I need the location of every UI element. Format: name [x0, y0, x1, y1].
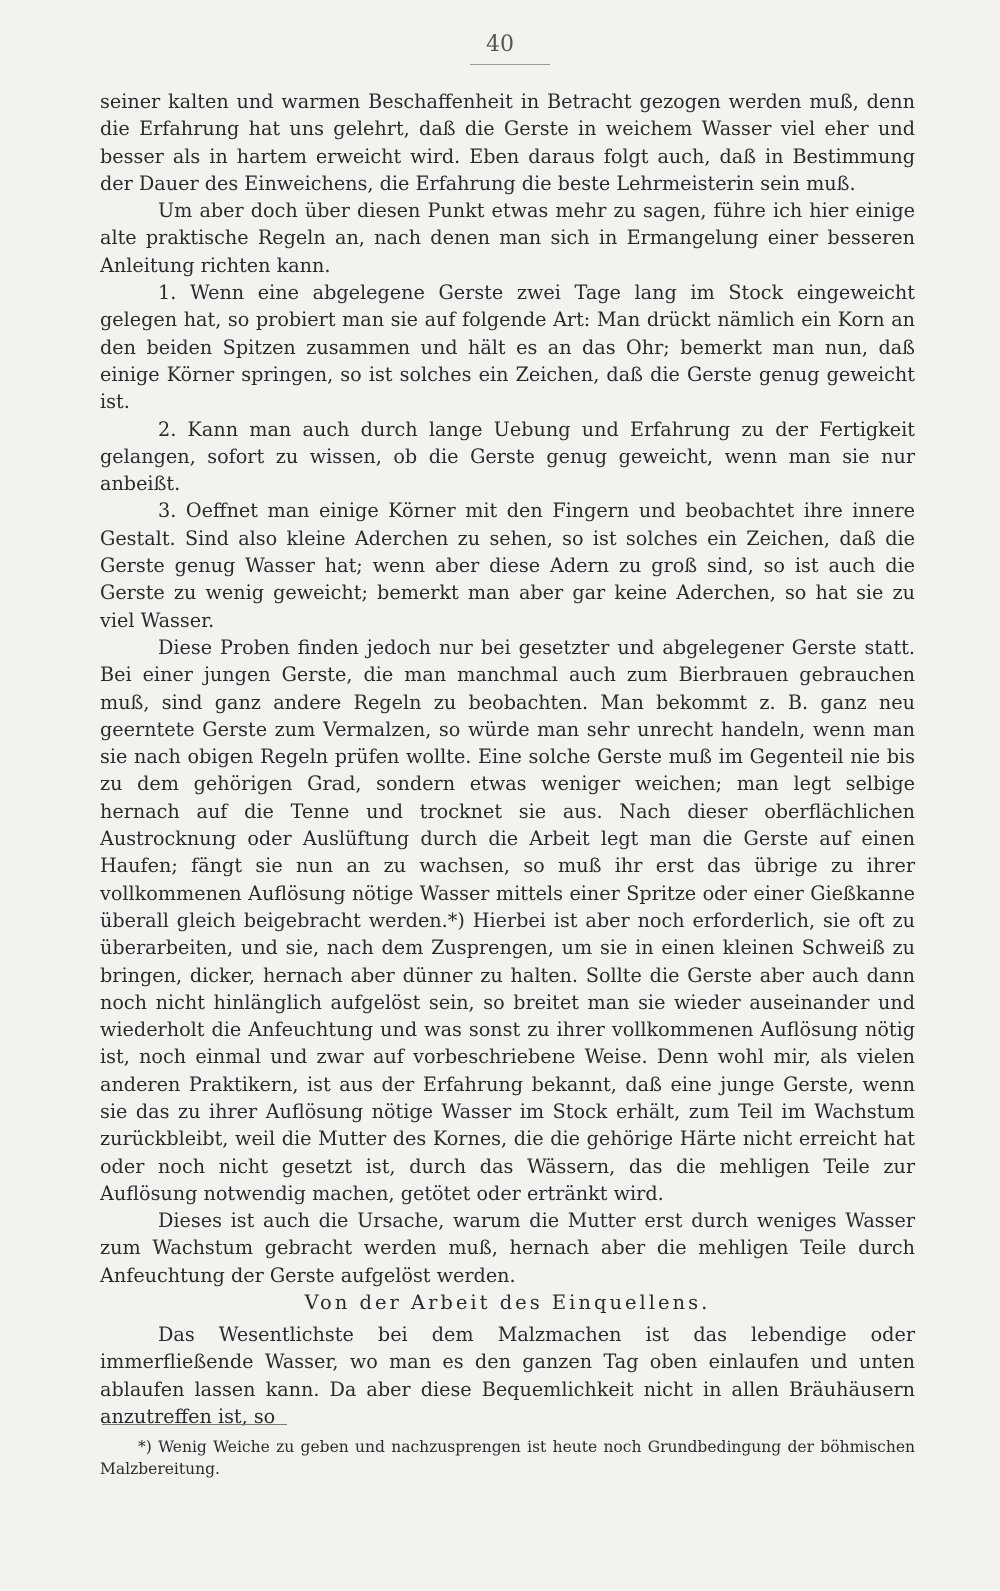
paragraph: Das Wesentlichste bei dem Malzmachen ist das lebendige oder immerfließende Wasser, wo man es den ganzen Tag oben einlaufen und unten ablaufen lassen kann. Da aber diese Bequemlichkeit nicht in allen Bräuhäusern anzutreffen ist, so: [100, 1323, 915, 1428]
footnote: [100, 1436, 915, 1480]
rule-paragraph: 1. Wenn eine abgelegene Gerste zwei Tage lang im Stock eingeweicht gelegen hat, so probiert man sie auf folgende Art: Man drückt nämlich ein Korn an den beiden Spitzen zusammen und hält es an das Ohr; bemerkt man nun, daß einige Körner springen, so ist solches ein Zeichen, daß die Gerste genug geweicht ist.: [100, 281, 915, 414]
paragraph: seiner kalten und warmen Beschaffenheit in Betracht gezogen werden muß, denn die Erfahrung hat uns gelehrt, daß die Gerste in weichem Wasser viel eher und besser als in hartem erweicht wird. Eben daraus folgt auch, daß in Bestimmung der Dauer des Einweichens, die Erfahrung die beste Lehrmeisterin sein muß.: [100, 90, 915, 195]
rule-paragraph: 2. Kann man auch durch lange Uebung und Erfahrung zu der Fertigkeit gelangen, sofort zu wissen, ob die Gerste genug geweicht, wenn man sie nur anbeißt.: [100, 417, 915, 496]
body-text: [100, 88, 915, 1289]
section-heading: Von der Arbeit des Einquellens.: [304, 1291, 711, 1314]
paragraph: Um aber doch über diesen Punkt etwas mehr zu sagen, führe ich hier einige alte praktische Regeln an, nach denen man sich in Ermangelung einer besseren Anleitung richten kann.: [100, 199, 915, 277]
paragraph: Diese Proben finden jedoch nur bei gesetzter und abgelegener Gerste statt. Bei einer jungen Gerste, die man manchmal auch zum Bierbrauen gebrauchen muß, sind ganz andere Regeln zu beobachten. Man bekommt z. B. ganz neu geerntete Gerste zum Vermalzen, so würde man sehr unrecht handeln, wenn man sie nach obigen Regeln prüfen wollte. Eine solche Gerste muß im Gegenteil nie bis zu dem gehörigen Grad, sondern etwas weniger weichen; man legt selbige hernach auf die Tenne und trocknet sie aus. Nach dieser oberflächlichen Austrocknung oder Auslüftung durch die Arbeit legt man die Gerste auf einen Haufen; fängt sie nun an zu wachsen, so muß ihr erst das übrige zu ihrer vollkommenen Auflösung nötige Wasser mittels einer Spritze oder einer Gießkanne überall gleich beigebracht werden.*) Hierbei ist aber noch erforderlich, sie oft zu überarbeiten, und sie, nach dem Zusprengen, um sie in einen kleinen Schweiß zu bringen, dicker, hernach aber dünner zu halten. Sollte die Gerste aber auch dann noch nicht hinlänglich aufgelöst sein, so breitet man sie wieder auseinander und wiederholt die Anfeuchtung und was sonst zu ihrer vollkommenen Auflösung nötig ist, noch einmal und zwar auf vorbeschriebene Weise. Denn wohl mir, als vielen anderen Praktikern, ist aus der Erfahrung bekannt, daß eine junge Gerste, wenn sie das zu ihrer Auflösung nötige Wasser im Stock erhält, zum Teil im Wachstum zurückbleibt, weil die Mutter des Kornes, die die gehörige Härte nicht erreicht hat oder noch nicht gesetzt ist, durch das Wässern, das die mehligen Teile zur Auflösung notwendig machen, getötet oder ertränkt wird.: [100, 635, 915, 1205]
rule-paragraph: 3. Oeffnet man einige Körner mit den Fingern und beobachtet ihre innere Gestalt. Sind also kleine Aderchen zu sehen, so ist solches ein Zeichen, daß die Gerste genug Wasser hat; wenn aber diese Adern zu groß sind, so ist auch die Gerste zu wenig geweicht; bemerkt man aber gar keine Aderchen, so hat sie zu viel Wasser.: [100, 499, 915, 632]
paragraph: Dieses ist auch die Ursache, warum die Mutter erst durch weniges Wasser zum Wachstum gebracht werden muß, hernach aber die mehligen Teile durch Anfeuchtung der Gerste aufgelöst werden.: [100, 1209, 915, 1287]
footnote-text: *) Wenig Weiche zu geben und nachzusprengen ist heute noch Grundbedingung der böhmischen Malzbereitung.: [100, 1438, 915, 1478]
header-rule: [470, 64, 550, 65]
page-number: 40: [486, 32, 514, 57]
footnote-rule: [102, 1424, 287, 1425]
section-body: [100, 1321, 915, 1430]
